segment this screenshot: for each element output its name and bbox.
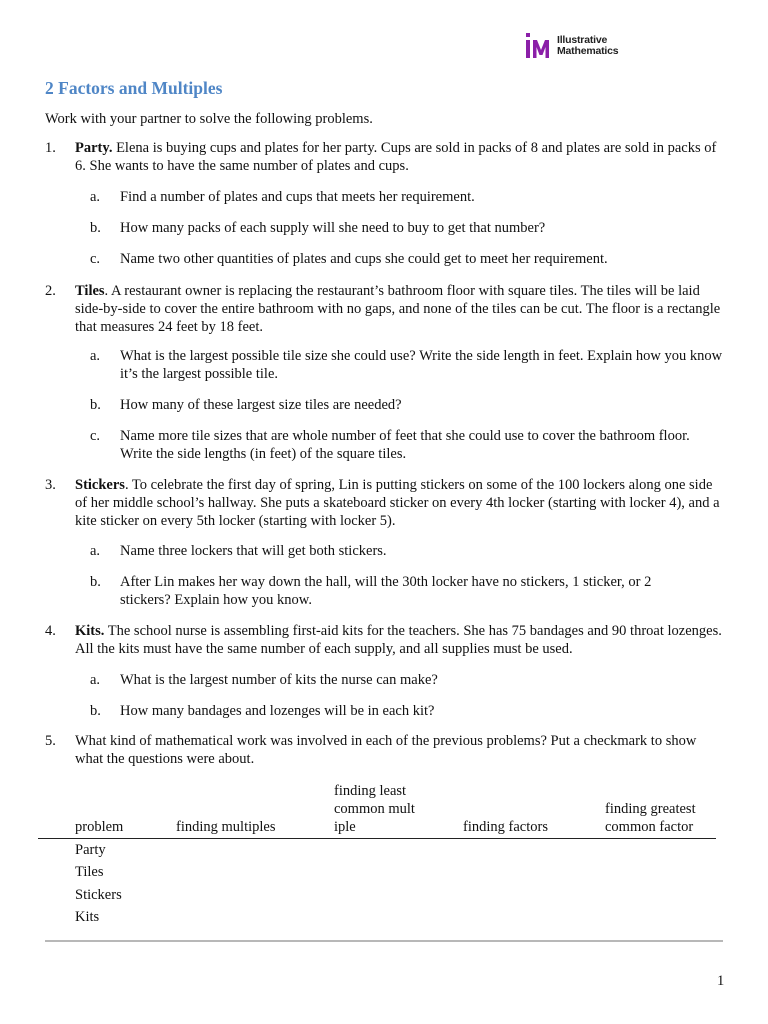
sub-letter: b. [90,703,101,719]
sub-text: Find a number of plates and cups that meets her requirement. [120,189,475,205]
problem-heading: Party. [75,140,113,156]
problem-text [75,622,725,658]
problem-heading: Stickers [75,477,125,493]
sub-letter: b. [90,220,101,236]
sub-letter: c. [90,251,101,267]
problem-number: 5. [45,733,56,749]
logo-line-1: Illustrative [557,33,608,46]
sub-text: How many bandages and lozenges will be in each kit? [120,703,435,719]
sub-text: How many packs of each supply will she need to buy to get that number? [120,220,546,236]
table-row-label: Party [75,842,106,858]
problem-body: . To celebrate the first day of spring, Lin is putting stickers on some of the 100 lockers along one side of her middle school’s hallway. She puts a skateboard sticker on every 4th locker (starting with locker 4), and a kite sticker on every 5th locker (starting with locker 5). [75,477,720,529]
sub-letter: a. [90,348,101,364]
illustrative-mathematics-logo [525,33,618,59]
table-header-finding-multiples: finding multiples [176,819,276,835]
problem-text [75,282,725,336]
sub-text: What is the largest number of kits the nurse can make? [120,672,438,688]
sub-letter: a. [90,672,101,688]
intro-text: Work with your partner to solve the following problems. [45,111,373,127]
table-header-finding-lcm: finding least common mult iple [334,783,415,835]
logo-wordmark [557,35,618,58]
table-header-finding-factors: finding factors [463,819,548,835]
problem-text [75,139,725,175]
table-header-problem: problem [75,819,124,835]
problem-heading: Kits. [75,623,105,639]
problem-body: Elena is buying cups and plates for her party. Cups are sold in packs of 8 and plates are sold in packs of 6. She wants to have the same number of plates and cups. [75,140,717,174]
footer-divider [45,940,723,942]
problem-number: 4. [45,623,56,639]
table-header-finding-gcf: finding greatest common factor [605,801,696,835]
problem-text [75,476,725,530]
problem-number: 2. [45,283,56,299]
page-number: 1 [717,973,725,989]
problem-body: . A restaurant owner is replacing the restaurant’s bathroom floor with square tiles. The tiles will be laid side-by-side to cover the entire bathroom with no gaps, and none of the tiles can be cut. The floor is a rectangle that measures 24 feet by 18 feet. [75,283,721,335]
sub-text: Name more tile sizes that are whole number of feet that she could use to cover the bathroom floor. Write the side lengths (in feet) of the square tiles. [120,428,690,462]
sub-text: Name two other quantities of plates and cups she could get to meet her requirement. [120,251,608,267]
sub-text: Name three lockers that will get both stickers. [120,543,387,559]
table-row-label: Stickers [75,887,122,903]
problem-number: 3. [45,477,56,493]
logo-line-2: Mathematics [557,45,619,57]
problem-body: The school nurse is assembling first-aid kits for the teachers. She has 75 bandages and 90 throat lozenges. All the kits must have the same number of each supply, and all supplies must be used. [75,623,722,657]
problem-text: What kind of mathematical work was involved in each of the previous problems? Put a checkmark to show what the questions were about. [75,733,697,767]
sub-letter: c. [90,428,101,444]
sub-text: After Lin makes her way down the hall, will the 30th locker have no stickers, 1 sticker, or 2 stickers? Explain how you know. [120,574,652,608]
im-logo-mark-icon [525,33,555,59]
sub-text: How many of these largest size tiles are needed? [120,397,402,413]
table-row-label: Tiles [75,864,104,880]
sub-letter: a. [90,189,101,205]
table-row-label: Kits [75,909,100,925]
sub-letter: b. [90,574,101,590]
problem-number: 1. [45,140,56,156]
problem-heading: Tiles [75,283,105,299]
table-header-rule [38,838,716,839]
page-title: 2 Factors and Multiples [45,78,223,98]
sub-letter: a. [90,543,101,559]
sub-letter: b. [90,397,101,413]
sub-text: What is the largest possible tile size she could use? Write the side length in feet. Explain how you know it’s the largest possible tile. [120,348,723,382]
